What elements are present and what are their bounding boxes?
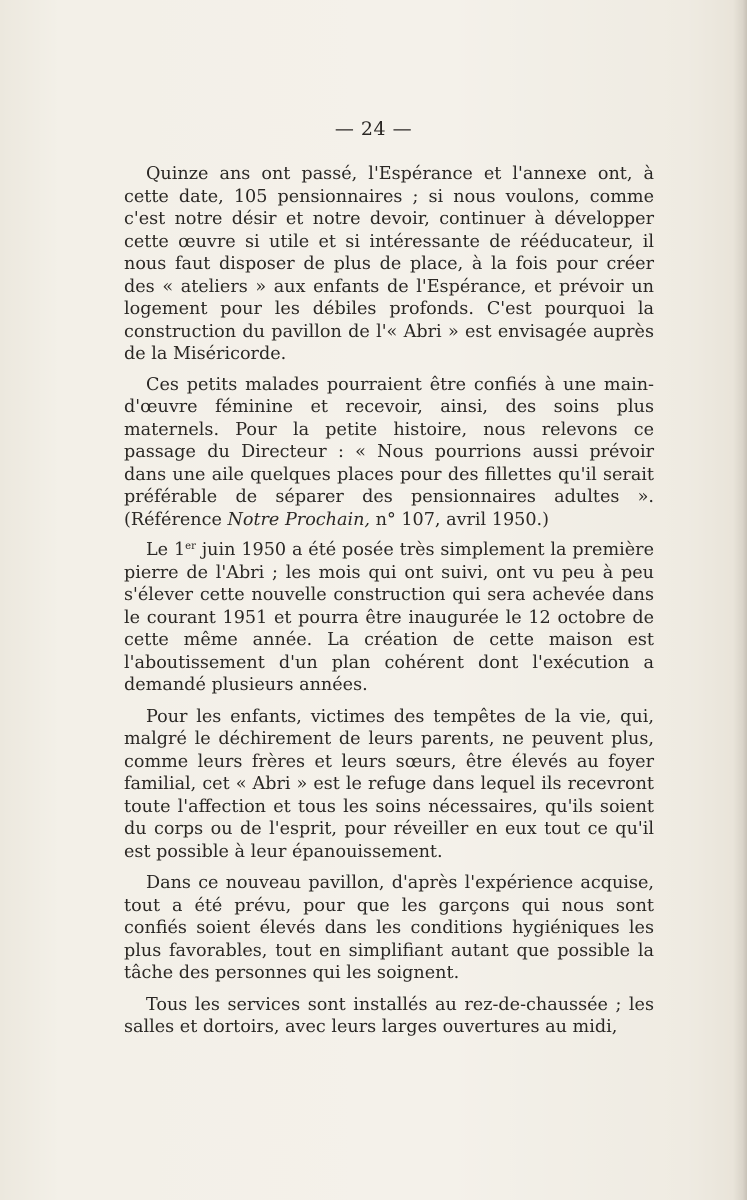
ordinal-superscript: er xyxy=(185,541,196,552)
page-body xyxy=(124,163,654,1048)
paragraph-2 xyxy=(124,374,654,532)
paragraph-2-reference: n° 107, avril 1950.) xyxy=(370,509,550,530)
page-number: — 24 — xyxy=(334,118,413,140)
publication-title: Notre Prochain, xyxy=(227,509,371,530)
paragraph-4: Pour les enfants, victimes des tempêtes de la vie, qui, malgré le déchirement de leurs parents, ne peuvent plus, comme leurs frères et leurs sœurs, être élevés au foyer familial, cet « Abri » est le refuge dans lequel ils recevront toute l'affection et tous les soins nécessaires, qu'ils soient du corps ou de l'esprit, pour réveiller en eux tout ce qu'il est possible à leur épanouissement. xyxy=(124,706,654,862)
paragraph-3 xyxy=(124,539,654,697)
paragraph-3-start: Le 1 xyxy=(146,540,186,560)
paragraph-1: Quinze ans ont passé, l'Espérance et l'annexe ont, à cette date, 105 pensionnaires ; si nous voulons, comme c'est notre désir et notre devoir, continuer à développer cette œuvre si utile et si intéressante de rééducateur, il nous faut disposer de plus de place, à la fois pour créer des « ateliers » aux enfants de l'Espérance, et prévoir un logement pour les débiles profonds. C'est pourquoi la construction du pavillon de l'« Abri » est envisagée auprès de la Miséricorde. xyxy=(124,164,654,364)
paragraph-6: Tous les services sont installés au rez-de-chaussée ; les salles et dortoirs, avec leurs larges ouvertures au midi, xyxy=(124,994,654,1037)
paragraph-3-text: juin 1950 a été posée très simplement la première pierre de l'Abri ; les mois qui ont suivi, ont vu peu à peu s'élever cette nouvelle construction qui sera achevée dans le courant 1951 et pourra être inaugurée le 12 octobre de cette même année. La création de cette maison est l'aboutissement d'un plan cohérent dont l'exécution a demandé plusieurs années. xyxy=(124,540,654,695)
paragraph-5: Dans ce nouveau pavillon, d'après l'expérience acquise, tout a été prévu, pour que les garçons qui nous sont confiés soient élevés dans les conditions hygiéniques les plus favorables, tout en simplifiant autant que possible la tâche des personnes qui les soignent. xyxy=(124,873,654,983)
paragraph-2-text: Ces petits malades pourraient être confiés à une main-d'œuvre féminine et recevoir, ainsi, des soins plus maternels. Pour la petite histoire, nous relevons ce passage du Directeur : « Nous pourrions aussi prévoir dans une aile quelques places pour des fillettes qu'il serait préférable de séparer des pensionnaires adultes ». (Référence xyxy=(124,374,654,530)
page-edge-shadow xyxy=(733,0,747,1200)
